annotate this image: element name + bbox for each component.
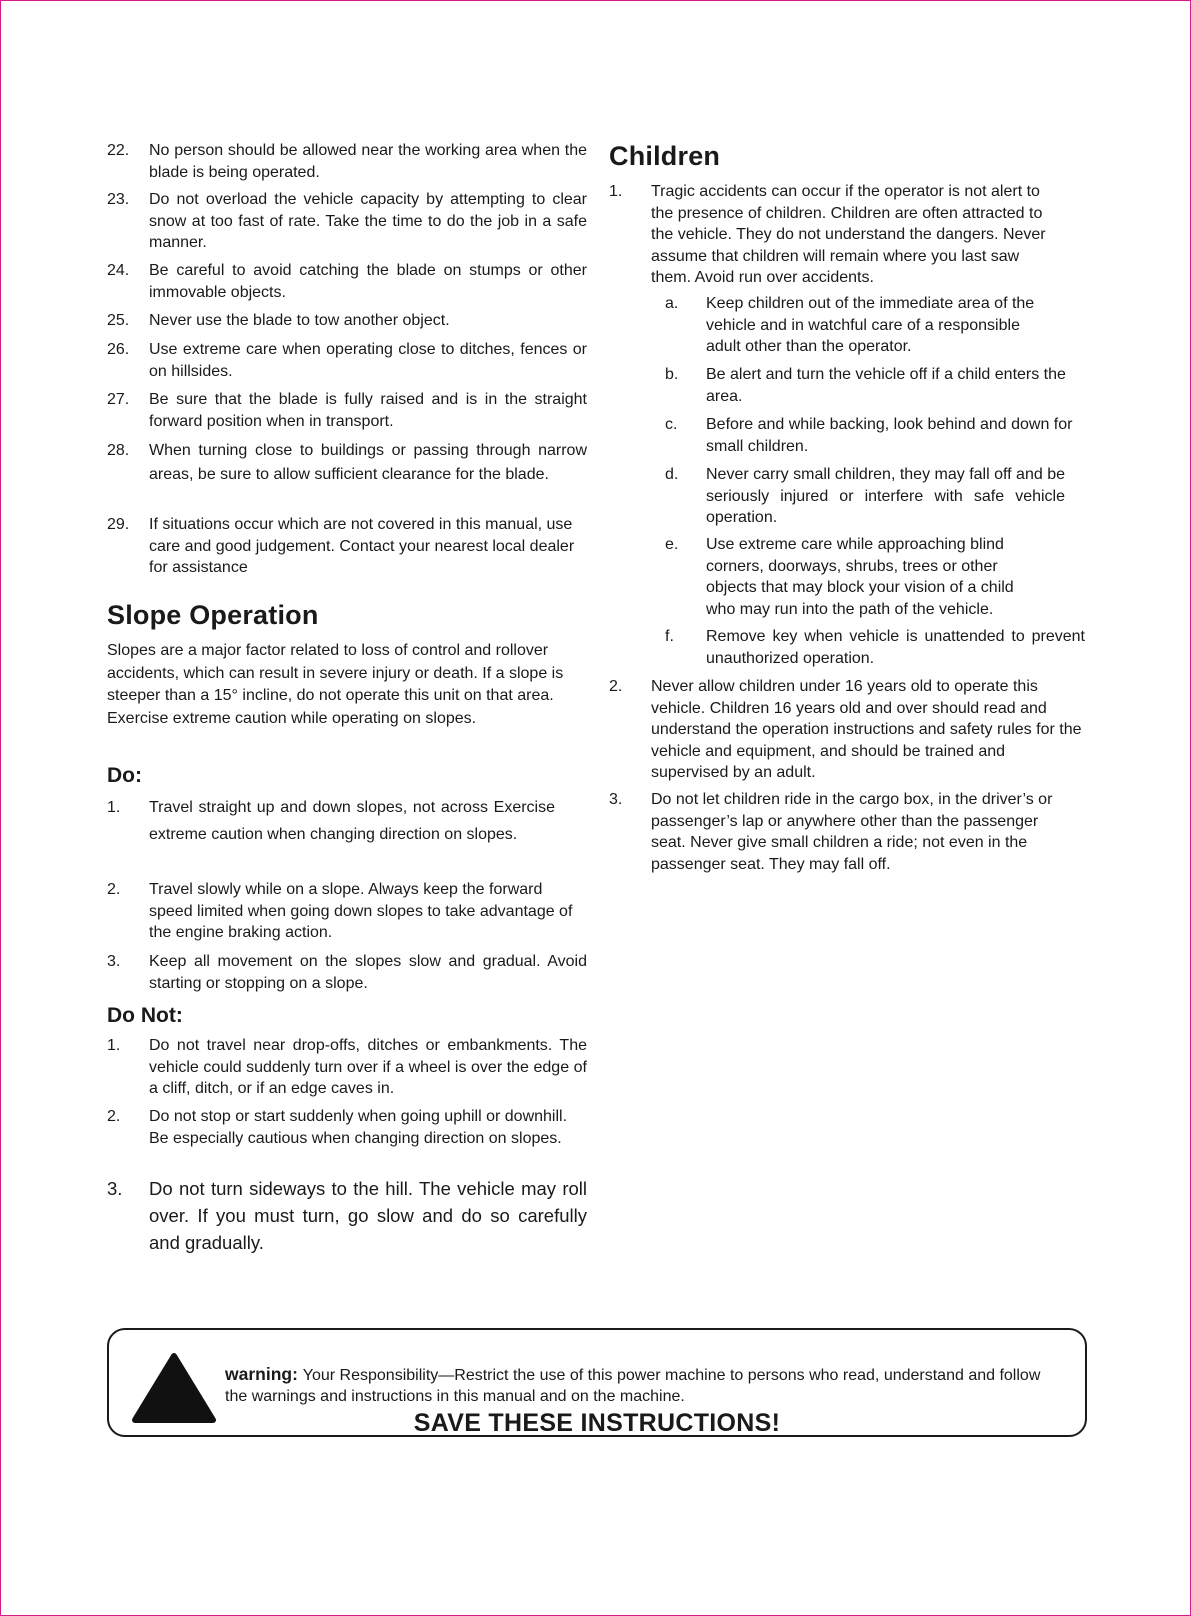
item-letter: a. <box>665 295 679 312</box>
children-sub-item <box>665 534 1045 620</box>
item-text: Be careful to avoid catching the blade on stumps or other immovable objects. <box>149 262 587 301</box>
item-number: 1. <box>609 183 623 200</box>
do-heading: Do: <box>107 764 142 787</box>
item-text: Be sure that the blade is fully raised and is in the straight forward position when in transport. <box>149 391 587 430</box>
item-text: Do not travel near drop-offs, ditches or embankments. The vehicle could suddenly turn over if a wheel is over the edge of a cliff, ditch, or if an edge caves in. <box>149 1037 587 1097</box>
item-number: 1. <box>107 1037 121 1054</box>
warning-text: Your Responsibility—Restrict the use of this power machine to persons who read, understand and follow the warnings and instructions in this manual and on the machine. <box>225 1367 1041 1405</box>
do-not-item <box>107 1035 587 1100</box>
item-number: 3. <box>107 1178 123 1199</box>
item-letter: c. <box>665 416 678 433</box>
item-letter: f. <box>665 628 674 645</box>
children-item <box>609 181 1061 289</box>
item-text: Tragic accidents can occur if the operator is not alert to the presence of children. Children are often attracted to the vehicle. They do not understand the dangers. Never assume that children will remain where you last saw them. Avoid run over accidents. <box>651 183 1046 286</box>
list-item <box>107 439 587 487</box>
item-number: 2. <box>107 881 121 898</box>
item-number: 2. <box>107 1108 121 1125</box>
warning-message <box>225 1364 1055 1407</box>
children-sub-item <box>665 414 1089 457</box>
item-text: Travel slowly while on a slope. Always keep the forward speed limited when going down slopes to take advantage of the engine braking action. <box>149 881 573 941</box>
list-item <box>107 310 587 332</box>
do-not-item <box>107 1106 587 1149</box>
item-number: 3. <box>609 791 623 808</box>
slope-intro: Slopes are a major factor related to loss of control and rollover accidents, which can result in severe injury or death. If a slope is steeper than a 15° incline, do not operate this unit on that area. Exercise extreme caution while operating on slopes. <box>107 642 564 727</box>
children-sub-item <box>665 293 1055 358</box>
item-number: 29. <box>107 516 130 533</box>
item-text: Use extreme care while approaching blind corners, doorways, shrubs, trees or other objects that may block your vision of a child who may run into the path of the vehicle. <box>706 536 1014 618</box>
list-item <box>107 140 587 183</box>
item-number: 24. <box>107 262 130 279</box>
item-number: 22. <box>107 142 130 159</box>
item-number: 26. <box>107 341 130 358</box>
item-letter: b. <box>665 366 679 383</box>
item-text: Travel straight up and down slopes, not across Exercise extreme caution when changing direction on slopes. <box>149 799 555 843</box>
warning-label: warning: <box>225 1364 303 1384</box>
item-text: Keep all movement on the slopes slow and gradual. Avoid starting or stopping on a slope. <box>149 953 587 992</box>
children-item <box>609 676 1083 784</box>
item-text: Do not turn sideways to the hill. The vehicle may roll over. If you must turn, go slow and do so carefully and gradually. <box>149 1178 587 1253</box>
item-number: 3. <box>107 953 121 970</box>
do-not-heading: Do Not: <box>107 1004 183 1027</box>
item-text: Never allow children under 16 years old to operate this vehicle. Children 16 years old and over should read and understand the operation instructions and safety rules for the vehicle and equipment, and should be trained and supervised by an adult. <box>651 678 1082 781</box>
item-number: 25. <box>107 312 130 329</box>
item-text: Do not let children ride in the cargo box, in the driver’s or passenger’s lap or anywhere other than the passenger seat. Never give small children a ride; not even in the passenger seat. They may fall off. <box>651 791 1053 873</box>
item-number: 2. <box>609 678 623 695</box>
children-heading: Children <box>609 141 721 171</box>
list-item <box>107 514 587 579</box>
do-not-item <box>107 1175 587 1256</box>
item-text: No person should be allowed near the working area when the blade is being operated. <box>149 142 587 181</box>
item-number: 28. <box>107 442 130 459</box>
list-item <box>107 189 587 254</box>
item-text: If situations occur which are not covered in this manual, use care and good judgement. Contact your nearest local dealer for assistance <box>149 516 575 576</box>
children-sub-item <box>665 364 1089 407</box>
slope-operation-heading: Slope Operation <box>107 600 319 630</box>
children-sub-item <box>665 626 1085 669</box>
warning-box <box>107 1328 1087 1437</box>
do-item <box>107 794 555 848</box>
item-text: Never use the blade to tow another object. <box>149 312 450 329</box>
list-item <box>107 260 587 303</box>
list-item <box>107 389 587 432</box>
item-number: 1. <box>107 799 121 816</box>
item-text: Use extreme care when operating close to ditches, fences or on hillsides. <box>149 341 587 380</box>
item-number: 27. <box>107 391 130 408</box>
children-sub-item <box>665 464 1065 529</box>
item-letter: e. <box>665 536 679 553</box>
item-text: When turning close to buildings or passing through narrow areas, be sure to allow sufficient clearance for the blade. <box>149 442 587 483</box>
do-item <box>107 951 587 994</box>
item-text: Be alert and turn the vehicle off if a child enters the area. <box>706 366 1066 405</box>
children-item <box>609 789 1063 875</box>
item-text: Keep children out of the immediate area of the vehicle and in watchful care of a responsible adult other than the operator. <box>706 295 1035 355</box>
list-item <box>107 339 587 382</box>
save-instructions-banner: SAVE THESE INSTRUCTIONS! <box>413 1409 781 1437</box>
item-text: Do not stop or start suddenly when going uphill or downhill. Be especially cautious when changing direction on slopes. <box>149 1108 568 1147</box>
item-text: Do not overload the vehicle capacity by attempting to clear snow at too fast of rate. Take the time to do the job in a safe manner. <box>149 191 587 251</box>
item-text: Never carry small children, they may fall off and be seriously injured or interfere with safe vehicle operation. <box>706 466 1065 526</box>
item-number: 23. <box>107 191 130 208</box>
item-text: Before and while backing, look behind and down for small children. <box>706 416 1073 455</box>
do-item <box>107 879 587 944</box>
item-text: Remove key when vehicle is unattended to prevent unauthorized operation. <box>706 628 1085 667</box>
item-letter: d. <box>665 466 679 483</box>
